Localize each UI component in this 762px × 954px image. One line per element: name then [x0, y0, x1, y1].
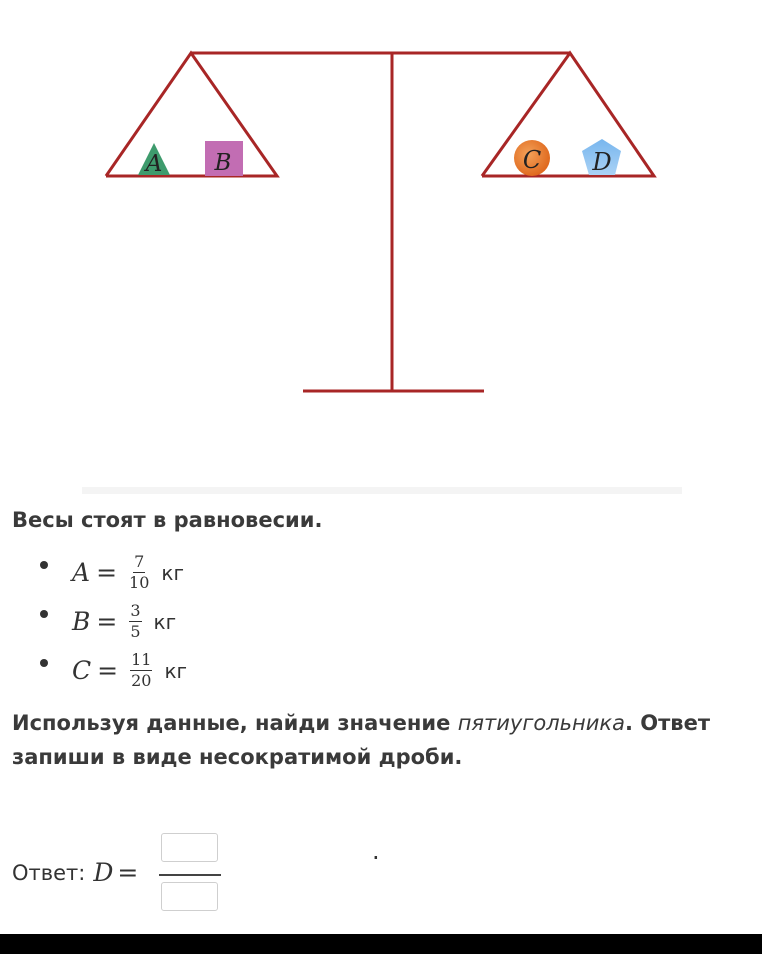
fraction [129, 602, 141, 641]
divider [82, 487, 682, 494]
list-item [40, 597, 187, 646]
equals-sign: = [97, 656, 119, 685]
item-variable: B [72, 607, 91, 636]
fraction [130, 651, 152, 690]
unit: кг [161, 560, 184, 585]
fraction-bar [159, 874, 221, 876]
equals-sign: = [96, 607, 118, 636]
weight-d-label: D [592, 148, 612, 176]
weight-c [514, 140, 550, 176]
numerator-input[interactable] [161, 833, 218, 862]
task-text [12, 706, 752, 774]
problem-heading: Весы стоят в равновесии. [12, 508, 323, 532]
task-part-1: Используя данные, найди значение [12, 711, 451, 735]
weight-b [205, 141, 243, 176]
weight-a [138, 143, 170, 177]
weight-c-label: C [522, 146, 542, 174]
answer-label: Ответ: [12, 860, 86, 885]
task-part-2: . Ответ запиши в виде несократимой дроби. [12, 711, 710, 769]
item-variable: A [72, 558, 91, 587]
numerator: 11 [131, 650, 152, 669]
answer-period: . [372, 837, 380, 865]
scale-frame [106, 53, 654, 391]
weight-b-label: B [214, 150, 232, 176]
answer-fraction [159, 833, 380, 915]
bullet-icon [40, 659, 48, 667]
bullet-icon [40, 561, 48, 569]
denominator: 10 [129, 573, 150, 592]
unit: кг [153, 609, 177, 634]
list-item [40, 548, 187, 597]
weight-a-label: A [145, 151, 163, 177]
denominator-input[interactable] [161, 882, 218, 911]
denominator: 20 [131, 671, 152, 690]
answer-equals: = [117, 858, 139, 887]
list-item [40, 646, 187, 695]
denominator: 5 [130, 622, 141, 641]
numerator: 7 [134, 552, 145, 571]
unit: кг [164, 658, 188, 683]
equals-sign: = [96, 558, 118, 587]
footer-bar [0, 934, 762, 954]
task-italic: пятиугольника [457, 711, 625, 735]
fraction [129, 553, 149, 592]
weights-list [40, 548, 187, 695]
answer-row [12, 837, 380, 887]
item-variable: C [72, 656, 92, 685]
bullet-icon [40, 610, 48, 618]
numerator: 3 [130, 601, 141, 620]
answer-variable: D [93, 858, 114, 887]
weight-d [582, 139, 621, 176]
